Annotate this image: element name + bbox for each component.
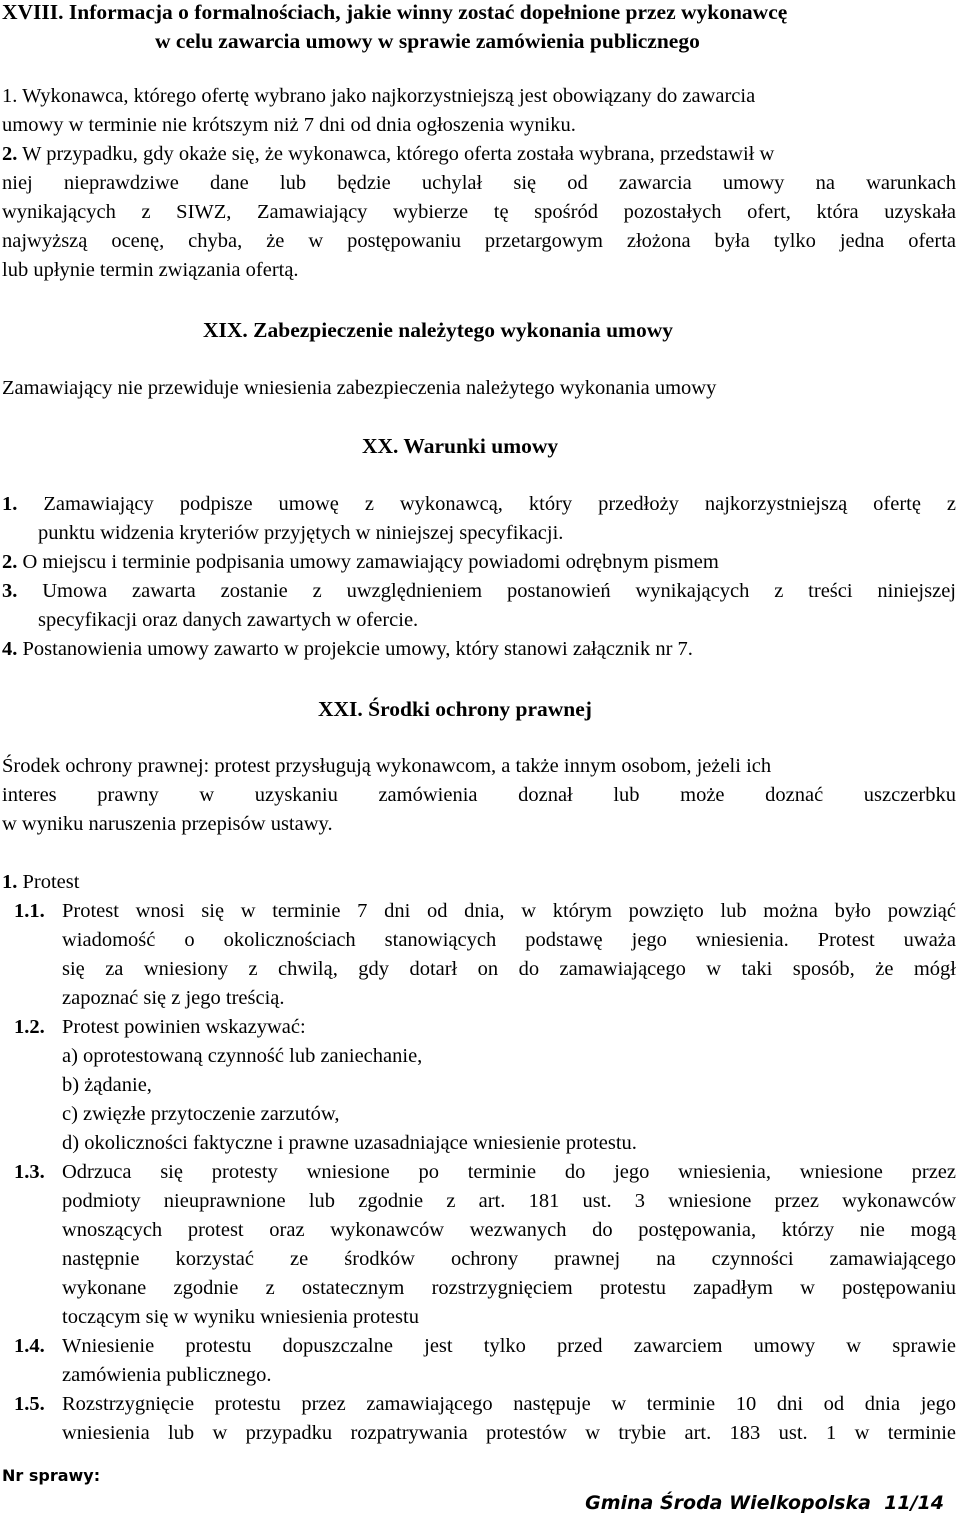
sec18-p2-line3: wynikających z SIWZ, Zamawiający wybierze tę spośród pozostałych ofert, która uzyskała bbox=[2, 201, 956, 223]
sec20-item1-line1: 1. Zamawiający podpisze umowę z wykonawcą, który przedłoży najkorzystniejszą ofertę z bbox=[2, 493, 956, 515]
sec18-p2-line2: niej nieprawdziwe dane lub będzie uchylał się od zawarcia umowy na warunkach bbox=[2, 172, 956, 194]
sec21-s11-number: 1.1. bbox=[14, 900, 45, 922]
sec21-s13-line4: następnie korzystać ze środków ochrony prawnej na czynności zamawiającego bbox=[62, 1248, 956, 1270]
sec21-s14-number: 1.4. bbox=[14, 1335, 45, 1357]
sec18-p1-line1: 1. Wykonawca, którego ofertę wybrano jako najkorzystniejszą jest obowiązany do zawarcia bbox=[2, 85, 756, 107]
sec18-p1-line2: umowy w terminie nie krótszym niż 7 dni od dnia ogłoszenia wyniku. bbox=[2, 114, 576, 136]
sec21-s14-line1: Wniesienie protestu dopuszczalne jest tylko przed zawarciem umowy w sprawie bbox=[62, 1335, 956, 1357]
sec21-s12-number: 1.2. bbox=[14, 1016, 45, 1038]
sec21-s11-line4: zapoznać się z jego treścią. bbox=[62, 987, 285, 1009]
sec21-s12-item-a: a) oprotestowaną czynność lub zaniechanie, bbox=[62, 1045, 423, 1067]
section-18-title-line2: w celu zawarcia umowy w sprawie zamówienia publicznego bbox=[155, 29, 700, 53]
sec21-s12-item-c: c) zwięzłe przytoczenie zarzutów, bbox=[62, 1103, 340, 1125]
sec20-item3-number: 3. bbox=[2, 580, 18, 602]
sec21-intro-line3: w wyniku naruszenia przepisów ustawy. bbox=[2, 813, 333, 835]
sec19-text: Zamawiający nie przewiduje wniesienia zabezpieczenia należytego wykonania umowy bbox=[2, 377, 717, 399]
sec20-item3-line1: 3. Umowa zawarta zostanie z uwzględnieniem postanowień wynikających z treści niniejszej bbox=[2, 580, 956, 602]
sec20-item3-line2: specyfikacji oraz danych zawartych w ofercie. bbox=[38, 609, 419, 631]
sec21-s13-line1: Odrzuca się protesty wniesione po terminie do jego wniesienia, wniesione przez bbox=[62, 1161, 956, 1183]
sec21-s13-line3: wnoszących protest oraz wykonawców wezwanych do postępowania, którzy nie mogą bbox=[62, 1219, 956, 1241]
sec21-s11-line1: Protest wnosi się w terminie 7 dni od dnia, w którym powzięto lub można było powziąć bbox=[62, 900, 956, 922]
sec21-s15-line2: wniesienia lub w przypadku rozpatrywania protestów w trybie art. 183 ust. 1 w terminie bbox=[62, 1422, 956, 1444]
sec21-protest-number: 1. bbox=[2, 871, 18, 893]
sec21-s11-line2: wiadomość o okolicznościach stanowiących podstawę jego wniesienia. Protest uważa bbox=[62, 929, 956, 951]
sec20-item4: 4. Postanowienia umowy zawarto w projekcie umowy, który stanowi załącznik nr 7. bbox=[2, 638, 693, 660]
section-19-title: XIX. Zabezpieczenie należytego wykonania umowy bbox=[203, 318, 673, 342]
sec21-s14-line2: zamówienia publicznego. bbox=[62, 1364, 272, 1386]
section-18-title-line1: XVIII. Informacja o formalnościach, jakie winny zostać dopełnione przez wykonawcę bbox=[2, 0, 788, 24]
footer-case-number: Nr sprawy: bbox=[2, 1466, 101, 1485]
section-21-title: XXI. Środki ochrony prawnej bbox=[318, 697, 592, 721]
sec18-p2-line1: 2. W przypadku, gdy okaże się, że wykonawca, którego oferta została wybrana, przedstawił w bbox=[2, 143, 775, 165]
sec20-item1-line2: punktu widzenia kryteriów przyjętych w niniejszej specyfikacji. bbox=[38, 522, 564, 544]
sec20-item4-number: 4. bbox=[2, 638, 18, 660]
sec21-s13-number: 1.3. bbox=[14, 1161, 45, 1183]
sec20-item2-number: 2. bbox=[2, 551, 18, 573]
sec21-s15-number: 1.5. bbox=[14, 1393, 45, 1415]
sec18-p2-number: 2. bbox=[2, 143, 18, 165]
sec21-intro-line1: Środek ochrony prawnej: protest przysługują wykonawcom, a także innym osobom, jeżeli ich bbox=[2, 755, 772, 777]
section-20-title: XX. Warunki umowy bbox=[362, 434, 559, 458]
sec21-s12-item-d: d) okoliczności faktyczne i prawne uzasadniające wniesienie protestu. bbox=[62, 1132, 637, 1154]
sec21-s13-line6: toczącym się w wyniku wniesienia protestu bbox=[62, 1306, 419, 1328]
sec21-s13-line2: podmioty nieuprawnione lub zgodnie z art. 181 ust. 3 wniesione przez wykonawców bbox=[62, 1190, 956, 1212]
footer-page-number: 11/14 bbox=[884, 1492, 944, 1514]
footer-organization-page bbox=[585, 1492, 944, 1514]
sec20-item2: 2. O miejscu i terminie podpisania umowy zamawiający powiadomi odrębnym pismem bbox=[2, 551, 719, 573]
sec21-s11-line3: się za wniesiony z chwilą, gdy dotarł on do zamawiającego w taki sposób, że mógł bbox=[62, 958, 956, 980]
sec21-s12-item-b: b) żądanie, bbox=[62, 1074, 152, 1096]
sec21-s13-line5: wykonane zgodnie z ostatecznym rozstrzygnięciem protestu zapadłym w postępowaniu bbox=[62, 1277, 956, 1299]
sec21-s12-line1: Protest powinien wskazywać: bbox=[62, 1016, 306, 1038]
footer-organization: Gmina Środa Wielkopolska bbox=[585, 1492, 871, 1514]
sec18-p2-line5: lub upłynie termin związania ofertą. bbox=[2, 259, 299, 281]
sec21-s15-line1: Rozstrzygnięcie protestu przez zamawiającego następuje w terminie 10 dni od dnia jego bbox=[62, 1393, 956, 1415]
sec21-intro-line2: interes prawny w uzyskaniu zamówienia doznał lub może doznać uszczerbku bbox=[2, 784, 956, 806]
sec20-item1-number: 1. bbox=[2, 493, 18, 515]
sec18-p2-line4: najwyższą ocenę, chyba, że w postępowaniu przetargowym złożona była tylko jedna oferta bbox=[2, 230, 956, 252]
sec21-protest-heading: 1. Protest bbox=[2, 871, 80, 893]
